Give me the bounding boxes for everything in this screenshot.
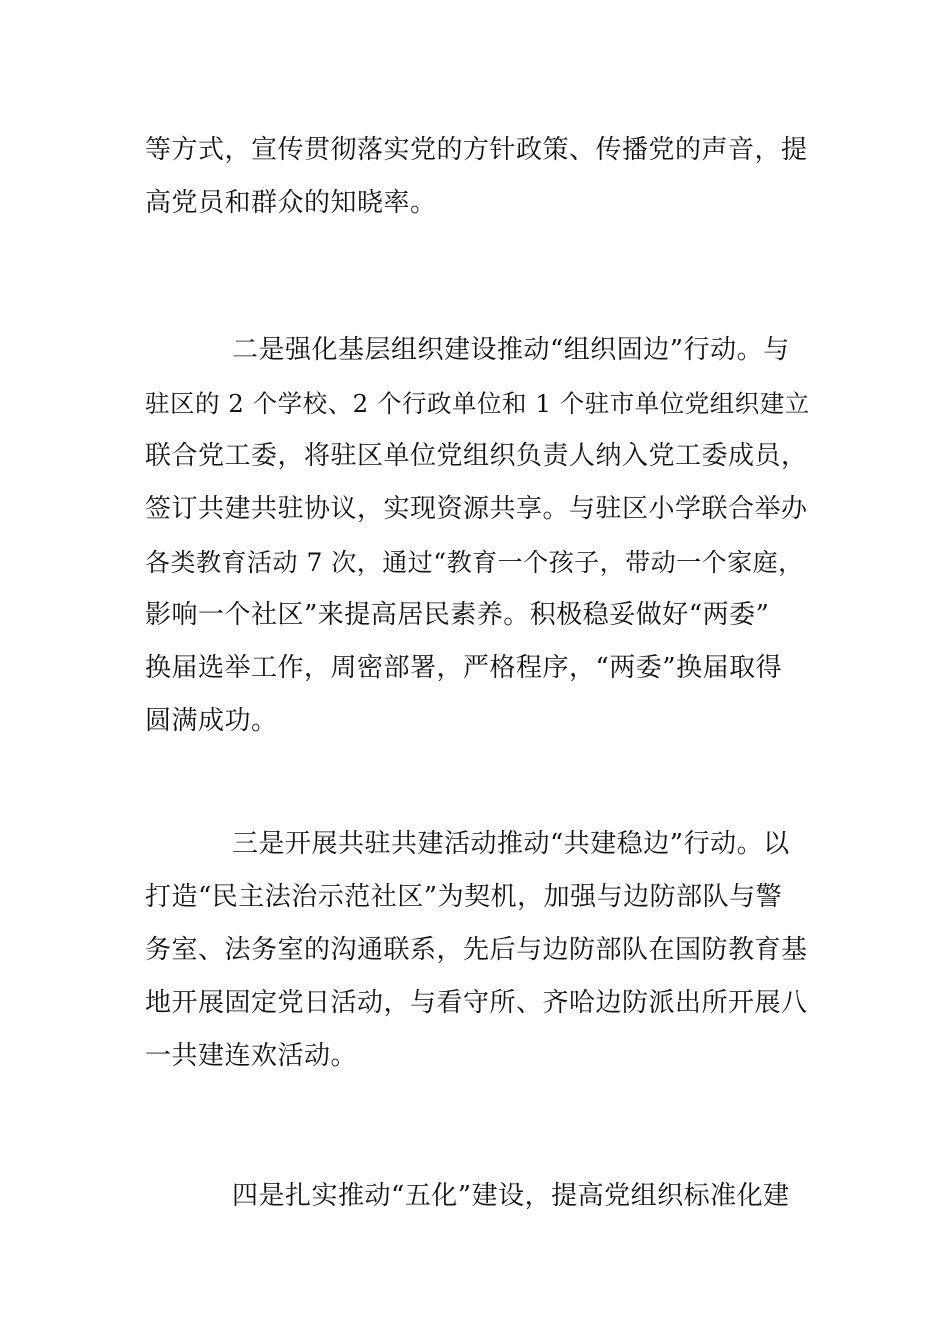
text-line: 打造“民主法治示范社区”为契机，加强与边防部队与警	[145, 882, 783, 912]
text-line: 驻区的 2 个学校、2 个行政单位和 1 个驻市单位党组织建立	[145, 389, 810, 418]
text-line: 圆满成功。	[145, 706, 278, 736]
text-line: 签订共建共驻协议，实现资源共享。与驻区小学联合举办	[145, 494, 808, 524]
paragraph-co-construction	[145, 818, 810, 1083]
text-line: 二是强化基层组织建设推动“组织固边”行动。与	[232, 335, 790, 365]
text-line: 四是扎实推动“五化”建设，提高党组织标准化建	[232, 1181, 790, 1211]
text-line: 一共建连欢活动。	[145, 1041, 358, 1071]
text-line: 高党员和群众的知晓率。	[145, 188, 437, 218]
text-line: 影响一个社区”来提高居民素养。积极稳妥做好“两委”	[145, 600, 770, 630]
paragraph-organization-border	[145, 324, 810, 748]
text-line: 地开展固定党日活动，与看守所、齐哈边防派出所开展八	[145, 988, 808, 1018]
paragraph-publicity-continuation	[145, 124, 810, 230]
text-line: 三是开展共驻共建活动推动“共建稳边”行动。以	[232, 829, 790, 859]
text-line: 等方式，宣传贯彻落实党的方针政策、传播党的声音，提	[145, 135, 808, 165]
text-line: 务室、法务室的沟通联系，先后与边防部队在国防教育基	[145, 935, 808, 965]
text-line: 联合党工委，将驻区单位党组织负责人纳入党工委成员，	[145, 441, 808, 471]
paragraph-five-modernizations	[145, 1170, 810, 1223]
text-line: 各类教育活动 7 次，通过“教育一个孩子，带动一个家庭，	[145, 548, 804, 577]
text-line: 换届选举工作，周密部署，严格程序，“两委”换届取得	[145, 653, 783, 683]
